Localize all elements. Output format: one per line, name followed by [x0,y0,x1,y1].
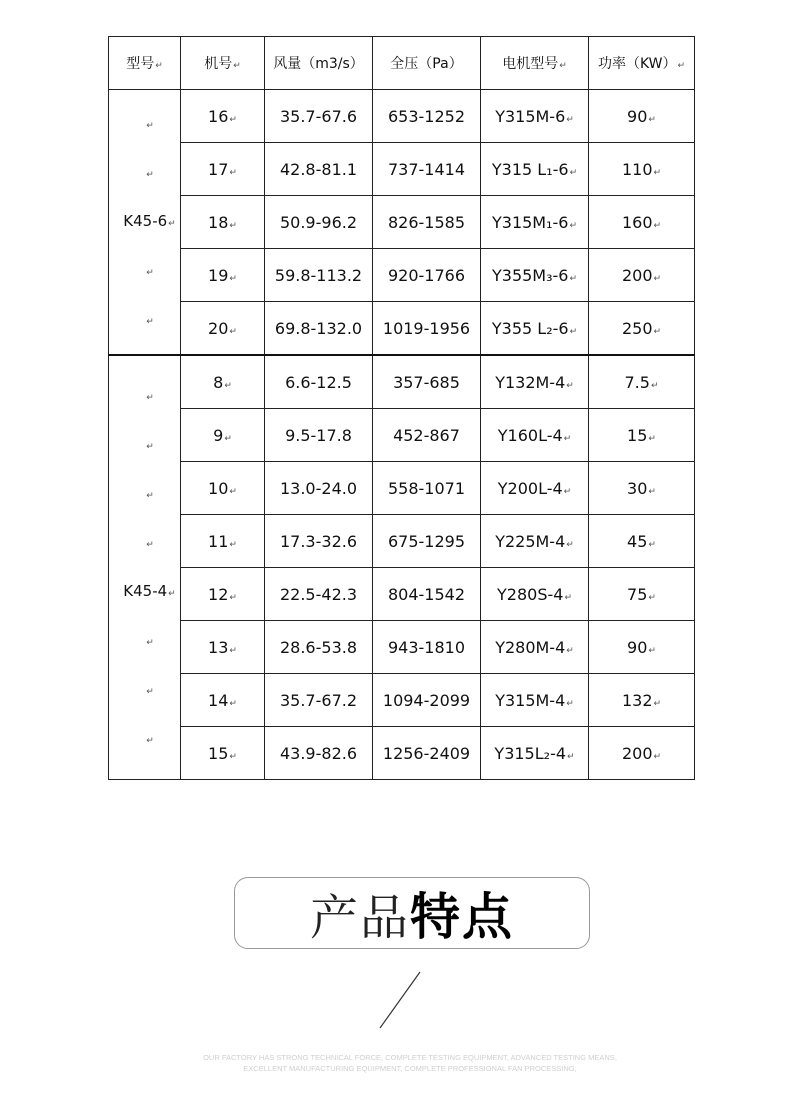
power-cell: 200↵ [589,727,695,780]
table-row [109,462,695,515]
power-cell: 30↵ [589,462,695,515]
section-title-bold: 特点 [410,888,514,946]
motor-model-cell: Y315M₁-6↵ [481,196,589,249]
power-cell: 90↵ [589,621,695,674]
table-row [109,409,695,462]
pressure-cell: 943-1810 [373,621,481,674]
airflow-cell: 22.5-42.3 [265,568,373,621]
motor-model-cell: Y160L-4↵ [481,409,589,462]
airflow-cell: 35.7-67.6 [265,90,373,143]
header-machine-no: 机号↵ [181,37,265,90]
motor-model-cell: Y315L₂-4↵ [481,727,589,780]
power-cell: 75↵ [589,568,695,621]
header-motor-model: 电机型号↵ [481,37,589,90]
motor-model-cell: Y315M-6↵ [481,90,589,143]
power-cell: 250↵ [589,302,695,356]
airflow-cell: 13.0-24.0 [265,462,373,515]
table-row [109,355,695,409]
airflow-cell: 28.6-53.8 [265,621,373,674]
machine-no-cell: 12↵ [181,568,265,621]
machine-no-cell: 20↵ [181,302,265,356]
motor-model-cell: Y355M₃-6↵ [481,249,589,302]
fan-spec-table [108,36,695,780]
airflow-cell: 9.5-17.8 [265,409,373,462]
table-row [109,515,695,568]
machine-no-cell: 17↵ [181,143,265,196]
pressure-cell: 1019-1956 [373,302,481,356]
machine-no-cell: 16↵ [181,90,265,143]
section-title-box [234,877,590,949]
pressure-cell: 804-1542 [373,568,481,621]
airflow-cell: 50.9-96.2 [265,196,373,249]
airflow-cell: 17.3-32.6 [265,515,373,568]
table-row [109,302,695,356]
pressure-cell: 1094-2099 [373,674,481,727]
pressure-cell: 1256-2409 [373,727,481,780]
pressure-cell: 653-1252 [373,90,481,143]
table-header-row [109,37,695,90]
motor-model-cell: Y315 L₁-6↵ [481,143,589,196]
power-cell: 200↵ [589,249,695,302]
power-cell: 7.5↵ [589,355,695,409]
power-cell: 90↵ [589,90,695,143]
machine-no-cell: 11↵ [181,515,265,568]
footer-tagline: OUR FACTORY HAS STRONG TECHNICAL FORCE, COMPLETE TESTING EQUIPMENT, ADVANCED TESTING MEANS, EXCELLENT MANUFACTURING EQUIPMENT, COMPLETE PROFESSIONAL FAN PROCESSING, [203,1053,617,1073]
section-title-light: 产品 [309,889,410,946]
motor-model-cell: Y280S-4↵ [481,568,589,621]
motor-model-cell: Y355 L₂-6↵ [481,302,589,356]
model-label: K45-6 [123,211,168,230]
header-airflow: 风量（m3/s） [265,37,373,90]
machine-no-cell: 15↵ [181,727,265,780]
motor-model-cell: Y280M-4↵ [481,621,589,674]
power-cell: 160↵ [589,196,695,249]
airflow-cell: 42.8-81.1 [265,143,373,196]
power-cell: 45↵ [589,515,695,568]
machine-no-cell: 14↵ [181,674,265,727]
table-row [109,727,695,780]
model-cell: ↵ ↵ ↵ ↵ K45-4↵ ↵ ↵ ↵ [109,355,181,780]
power-cell: 132↵ [589,674,695,727]
pressure-cell: 737-1414 [373,143,481,196]
pressure-cell: 675-1295 [373,515,481,568]
model-label: K45-4 [123,581,168,600]
machine-no-cell: 18↵ [181,196,265,249]
table-body [109,90,695,780]
pressure-cell: 826-1585 [373,196,481,249]
pressure-cell: 920-1766 [373,249,481,302]
table-row [109,621,695,674]
header-model: 型号↵ [109,37,181,90]
machine-no-cell: 10↵ [181,462,265,515]
table-row [109,143,695,196]
pressure-cell: 357-685 [373,355,481,409]
power-cell: 15↵ [589,409,695,462]
table-row [109,674,695,727]
motor-model-cell: Y132M-4↵ [481,355,589,409]
motor-model-cell: Y315M-4↵ [481,674,589,727]
motor-model-cell: Y225M-4↵ [481,515,589,568]
model-cell: ↵ ↵ K45-6↵ ↵ ↵ [109,90,181,356]
motor-model-cell: Y200L-4↵ [481,462,589,515]
header-pressure: 全压（Pa） [373,37,481,90]
airflow-cell: 69.8-132.0 [265,302,373,356]
pressure-cell: 452-867 [373,409,481,462]
airflow-cell: 35.7-67.2 [265,674,373,727]
header-power: 功率（KW）↵ [589,37,695,90]
table-row [109,196,695,249]
table-row [109,249,695,302]
machine-no-cell: 19↵ [181,249,265,302]
power-cell: 110↵ [589,143,695,196]
airflow-cell: 59.8-113.2 [265,249,373,302]
machine-no-cell: 8↵ [181,355,265,409]
airflow-cell: 6.6-12.5 [265,355,373,409]
machine-no-cell: 13↵ [181,621,265,674]
pressure-cell: 558-1071 [373,462,481,515]
airflow-cell: 43.9-82.6 [265,727,373,780]
table-row [109,90,695,143]
table-row [109,568,695,621]
machine-no-cell: 9↵ [181,409,265,462]
decorative-slash-line [370,968,430,1032]
